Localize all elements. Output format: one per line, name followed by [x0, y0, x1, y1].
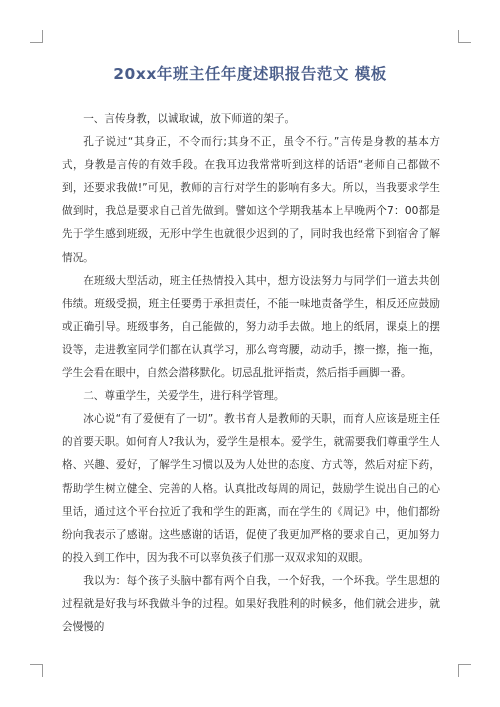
document-title: 20xx年班主任年度述职报告范文 模板 — [113, 65, 387, 83]
paragraph: 冰心说“有了爱便有了一切”。教书育人是教师的天职，而育人应该是班主任的首要天职。如何育人?我认为，爱学生是根本。爱学生，就需要我们尊重学生人格、兴趣、爱好，了解学生习惯以及为人处世的态度、方式等，然后对症下药，帮助学生树立健全、完善的人格。认真批改每周的周记，鼓励学生说出自己的心里话，通过这个平台拉近了我和学生的距离，而在学生的《周记》中，他们都纷纷向我表示了感谢。这些感谢的话语，促使了我更加严格的要求自己，更加努力的投入到工作中，因为我不可以辜负孩子们那一双双求知的双眼。 — [62, 413, 440, 564]
paragraph: 在班级大型活动，班主任热情投入其中，想方设法努力与同学们一道去共创伟绩。班级受损，班主任要勇于承担责任，不能一味地责备学生，相反还应鼓励或正确引导。班级事务，自己能做的，努力动手去做。地上的纸屑，课桌上的摆设等，走进教室同学们都在认真学习，那么弯弯腰，动动手，擦一擦，拖一拖，学生会看在眼中，自然会潜移默化。切忌乱批评指责，然后指手画脚一番。 — [62, 274, 440, 380]
paragraph-heading-1: 一、言传身教，以诚取诚，放下师道的架子。 — [83, 113, 296, 125]
corner-mark-bottom-right — [458, 664, 471, 677]
document-body — [62, 108, 440, 639]
corner-mark-top-left — [30, 30, 43, 43]
paragraph-heading-2: 二、尊重学生，关爱学生，进行科学管理。 — [83, 390, 285, 403]
corner-mark-top-right — [458, 30, 471, 43]
corner-mark-bottom-left — [30, 664, 43, 677]
paragraph: 我以为：每个孩子头脑中都有两个自我，一个好我，一个坏我。学生思想的过程就是好我与坏我做斗争的过程。如果好我胜利的时候多，他们就会进步，就会慢慢的 — [62, 574, 440, 634]
paragraph: 孔子说过“其身正，不令而行;其身不正，虽令不行。”言传是身教的基本方式，身教是言传的有效手段。在我耳边我常常听到这样的话语“老师自己都做不到，还要求我做!”可见，教师的言行对学生的影响有多大。所以，当我要求学生做到时，我总是要求自己首先做到。譬如这个学期我基本上早晚两个7：00都是先于学生感到班级，无形中学生也就很少迟到的了，同时我也经常下到宿舍了解情况。 — [62, 136, 440, 264]
